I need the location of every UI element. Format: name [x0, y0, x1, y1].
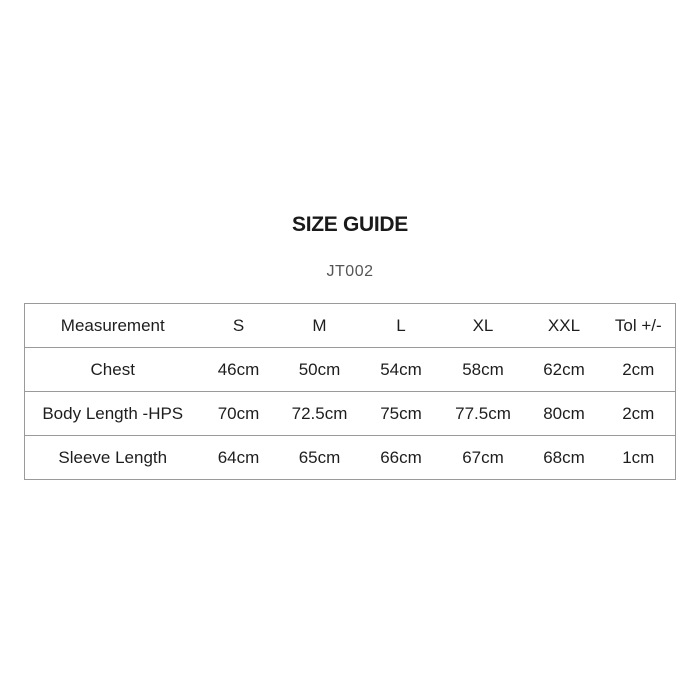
page-title: SIZE GUIDE [291, 213, 409, 236]
table-cell: 58cm [440, 348, 527, 392]
header-cell-size-xl: XL [440, 304, 527, 348]
table-row [25, 392, 676, 436]
table-cell: 66cm [380, 447, 422, 467]
table-cell: 1cm [622, 447, 655, 467]
table-cell: 67cm [462, 447, 504, 467]
table-cell: 2cm [602, 392, 676, 436]
table-cell: 75cm [363, 392, 440, 436]
table-cell: 70cm [201, 392, 277, 436]
table-cell: 2cm [602, 348, 676, 392]
table-cell: 72.5cm [277, 392, 363, 436]
size-table [24, 303, 676, 480]
header-cell-size-m: M [277, 304, 363, 348]
table-cell: 65cm [298, 447, 341, 467]
header-cell-tolerance: Tol +/- [602, 304, 676, 348]
table-header-row [25, 304, 676, 348]
table-cell: 62cm [527, 348, 602, 392]
table-cell: 50cm [277, 348, 363, 392]
table-cell: 68cm [543, 447, 585, 467]
table-cell: 46cm [201, 348, 277, 392]
header-cell-size-l: L [363, 304, 440, 348]
row-label: Sleeve Length [58, 447, 168, 467]
table-cell: 77.5cm [440, 392, 527, 436]
header-cell-size-xxl: XXL [527, 304, 602, 348]
table-cell: 64cm [217, 447, 260, 467]
header-cell-size-s: S [201, 304, 277, 348]
table-cell: 54cm [363, 348, 440, 392]
table-row [25, 348, 676, 392]
row-label: Body Length -HPS [25, 392, 201, 436]
table-row [25, 436, 676, 480]
row-label: Chest [25, 348, 201, 392]
table-cell: 80cm [527, 392, 602, 436]
product-code: JT002 [326, 263, 374, 280]
header-cell-measurement: Measurement [25, 304, 201, 348]
